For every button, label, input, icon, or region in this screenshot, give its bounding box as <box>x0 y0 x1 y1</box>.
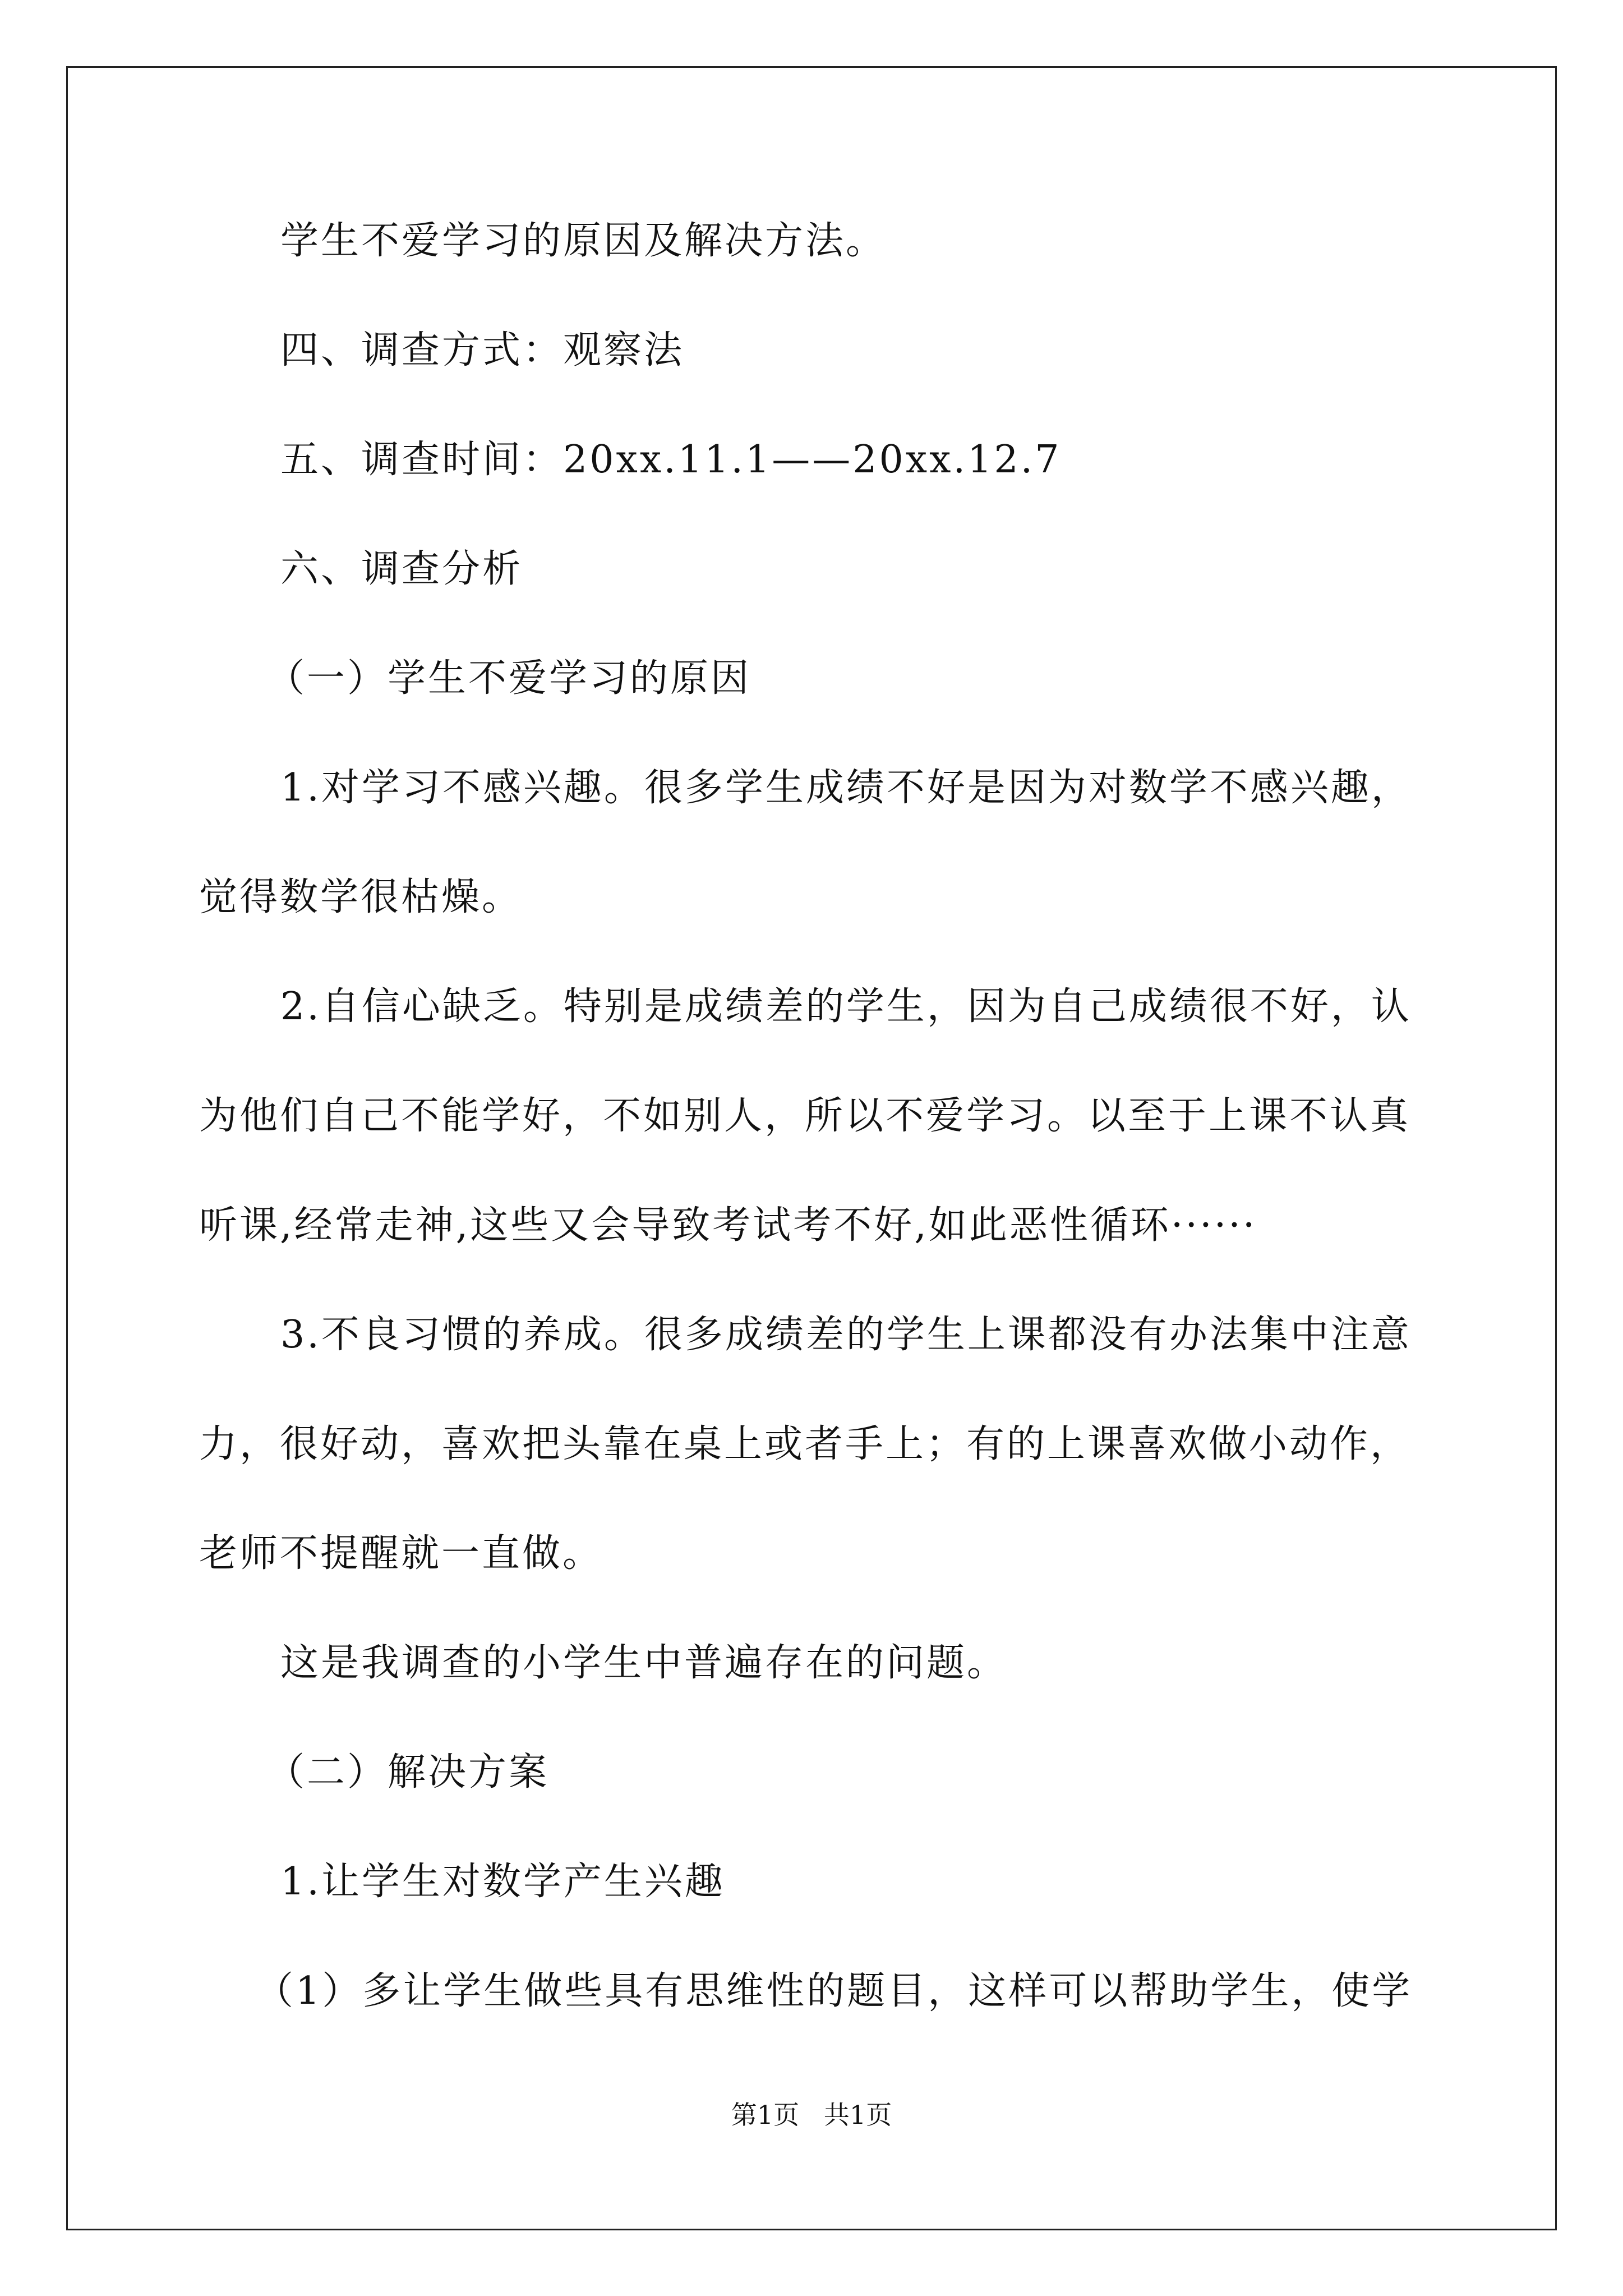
section-5-line: 五、调查时间：20xx.11.1——20xx.12.7 <box>280 438 1062 482</box>
subsection-1-heading: （一）学生不爱学习的原因 <box>266 656 751 701</box>
page-border <box>66 66 1557 2230</box>
summary-line: 这是我调查的小学生中普遍存在的问题。 <box>280 1641 1008 1685</box>
page-footer: 第1页 共1页 <box>731 2100 892 2130</box>
point-3-line-3: 老师不提醒就一直做。 <box>199 1531 603 1576</box>
point-2-line-3: 听课,经常走神,这些又会导致考试考不好,如此恶性循环······ <box>199 1203 1257 1248</box>
point-1-line-2: 觉得数学很枯燥。 <box>199 875 523 919</box>
point-2-line-1: 2.自信心缺乏。特别是成绩差的学生，因为自己成绩很不好，认 <box>280 984 1412 1029</box>
point-2-line-2: 为他们自己不能学好，不如别人，所以不爱学习。以至于上课不认真 <box>199 1094 1411 1138</box>
section-6-heading: 六、调查分析 <box>280 547 523 591</box>
point-1-line-1: 1.对学习不感兴趣。很多学生成绩不好是因为对数学不感兴趣， <box>280 766 1412 810</box>
body-line-1: 学生不爱学习的原因及解决方法。 <box>280 219 887 263</box>
point-3-line-2: 力，很好动，喜欢把头靠在桌上或者手上；有的上课喜欢做小动作， <box>199 1422 1411 1466</box>
solution-1-item-1: （1）多让学生做些具有思维性的题目，这样可以帮助学生，使学 <box>255 1969 1413 2013</box>
solution-1-heading: 1.让学生对数学产生兴趣 <box>280 1860 725 1904</box>
subsection-2-heading: （二）解决方案 <box>266 1750 550 1795</box>
section-4-line: 四、调查方式：观察法 <box>280 328 685 372</box>
point-3-line-1: 3.不良习惯的养成。很多成绩差的学生上课都没有办法集中注意 <box>280 1313 1412 1357</box>
